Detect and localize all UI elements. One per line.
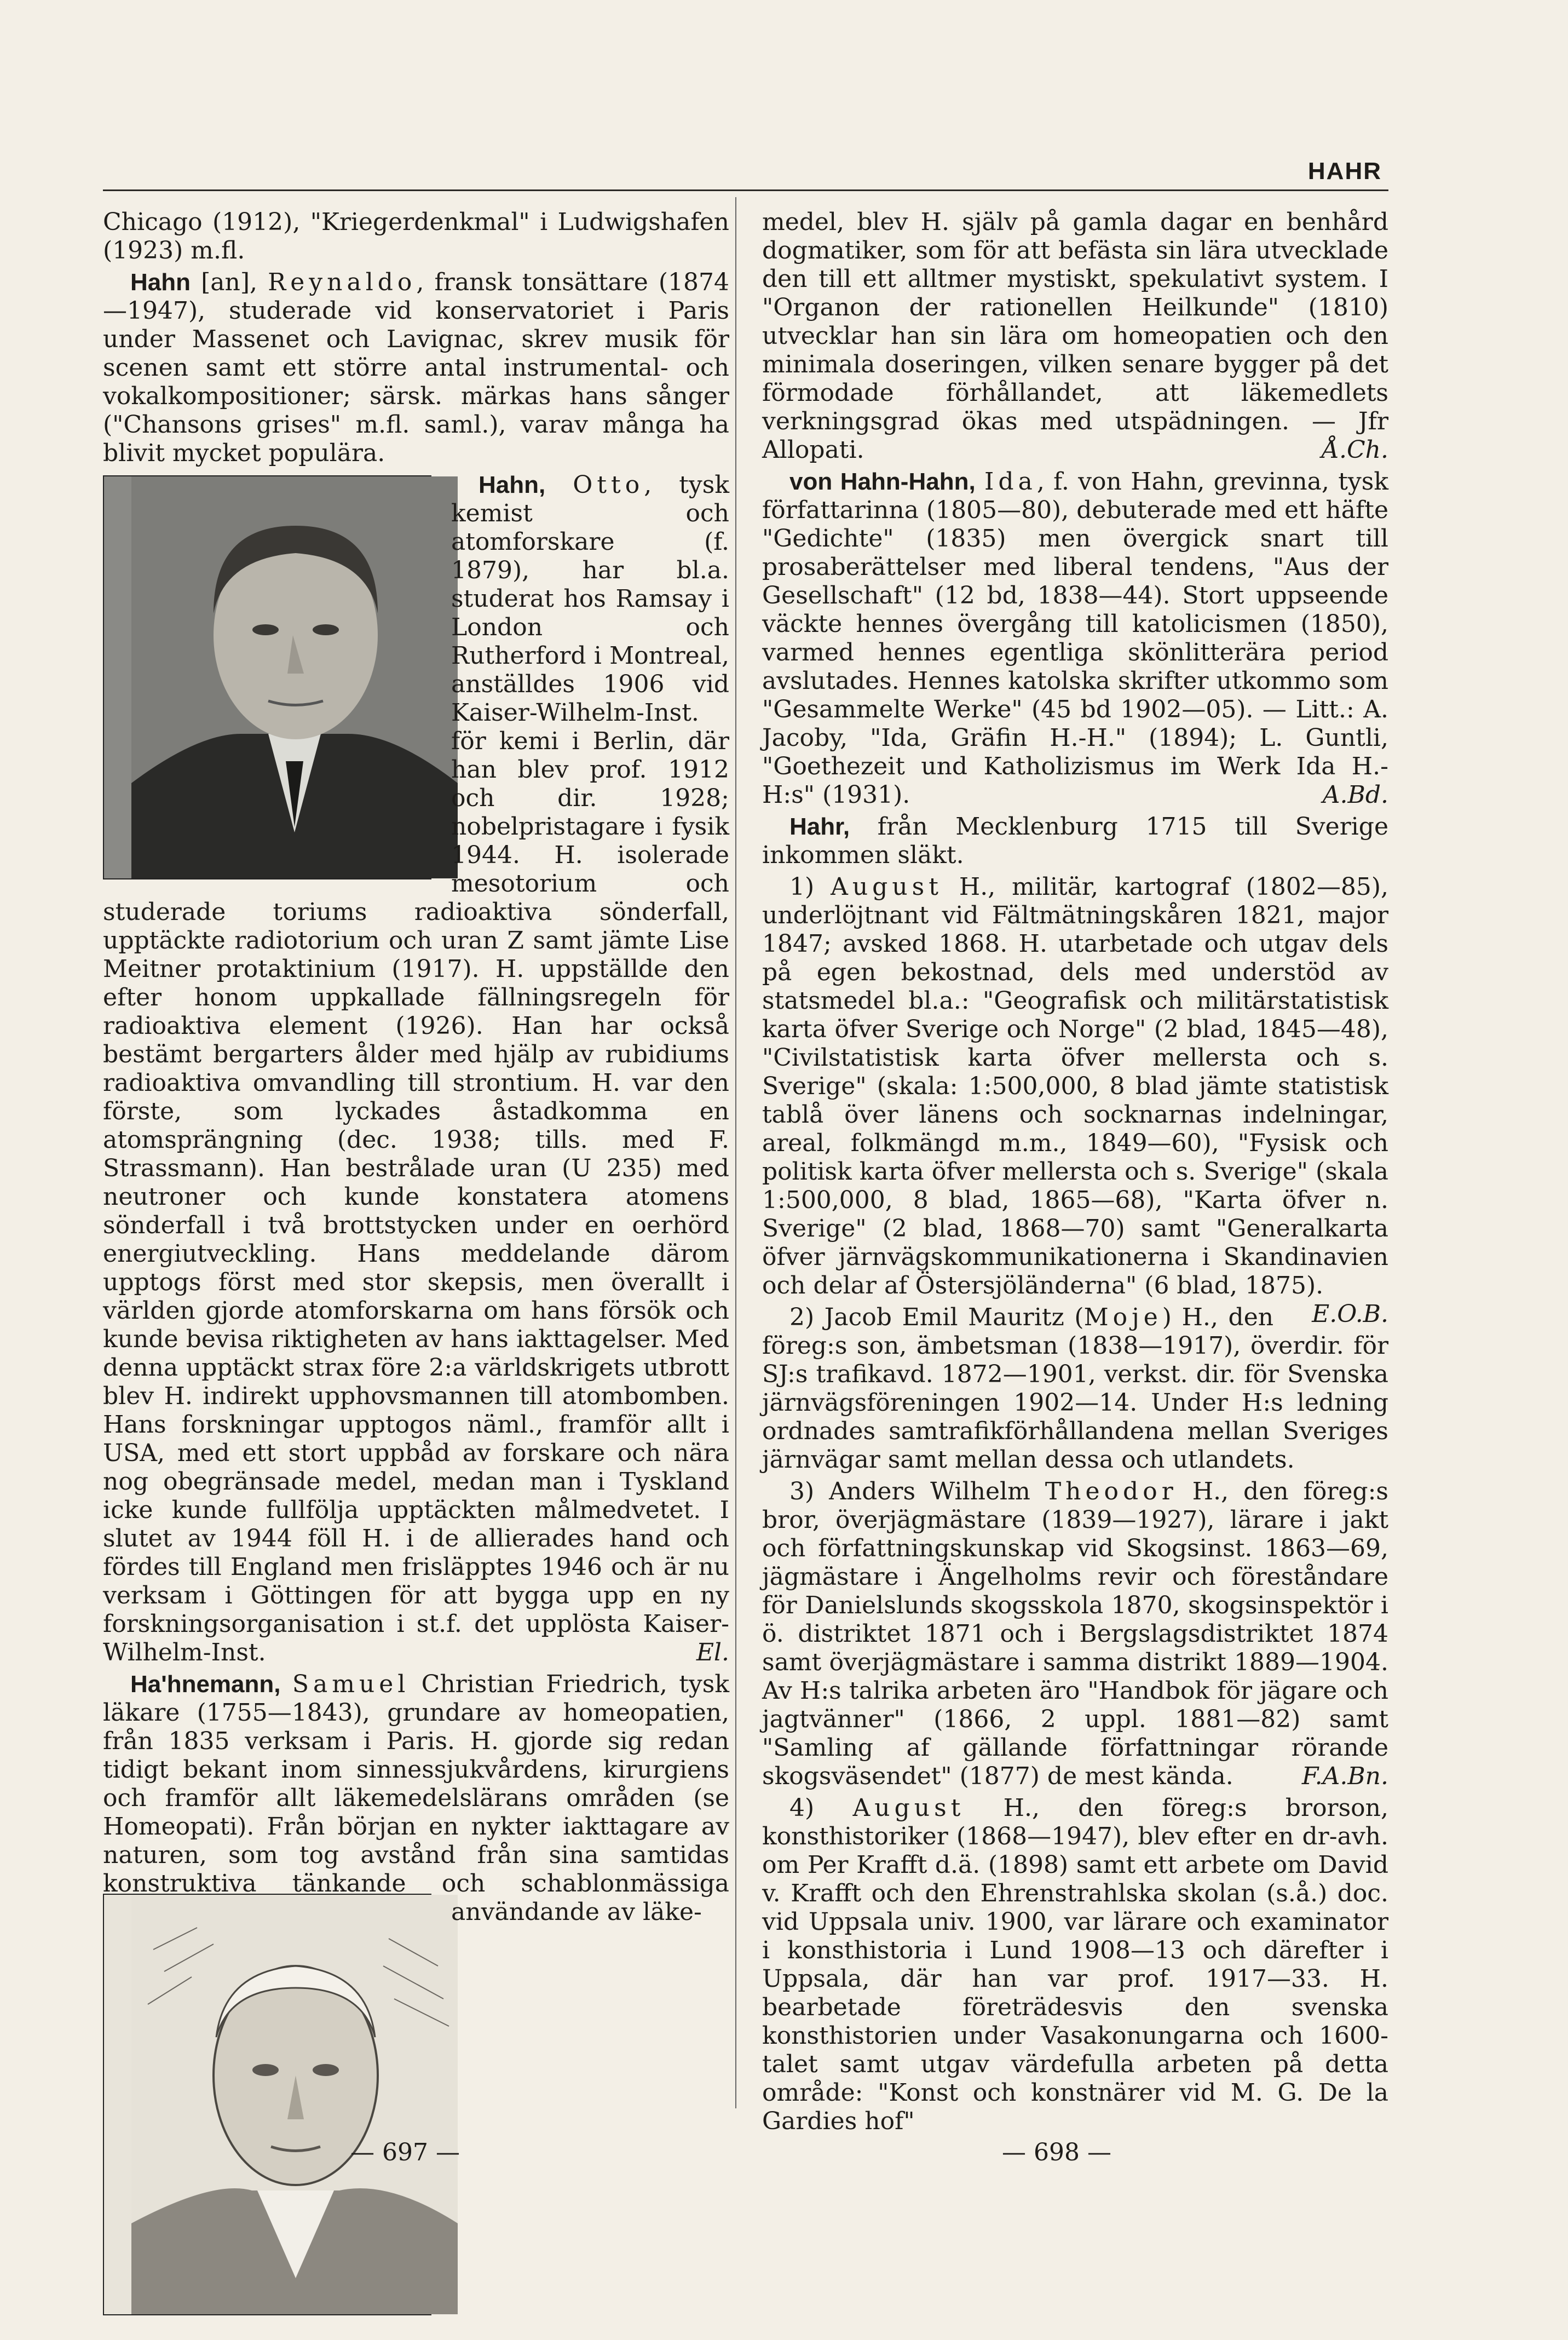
- given-name: Reynaldo: [268, 268, 417, 296]
- headword: Ha'hnemann,: [130, 1671, 281, 1698]
- right-column: [762, 208, 1388, 2135]
- entry-hahr-moje: 2) Jacob Emil Mauritz (Moje) H., den föreg:s son, ämbetsman (1838—1917), överdir. för SJ:s trafikavd. 1872—1901, verkst. dir. för Svenska järnvägsföreningen 1902—14. Under H:s ledning ordnades samtrafikförhållandena mellan Sveriges järnvägar samt mellan dessa och utlandets.: [762, 1303, 1388, 1474]
- headword: Hahn: [130, 269, 191, 296]
- given-name: Samuel: [292, 1670, 410, 1698]
- given-name: Theodor: [1045, 1477, 1178, 1505]
- entry-hahn-reynaldo: Hahn [an], Reynaldo, fransk tonsättare (1874—1947), studerade vid konservatoriet i Paris under Massenet och Lavignac, skrev musik för scenen samt ett större antal instrumental- och vokalkompositioner; särsk. märkas hans sånger ("Chansons grises" m.fl. saml.), varav många ha blivit mycket populära.: [103, 268, 729, 467]
- continuation-text: Chicago (1912), "Kriegerdenkmal" i Ludwigshafen (1923) m.fl.: [103, 208, 729, 265]
- given-name: Moje: [1083, 1303, 1162, 1331]
- author-signature: El.: [696, 1638, 729, 1666]
- portrait-hahnemann: [103, 1894, 431, 2315]
- left-column: [103, 208, 729, 2092]
- given-name: Otto: [573, 471, 644, 499]
- entry-hahr-theodor: 3) Anders Wilhelm Theodor H., den föreg:s bror, överjägmästare (1839—1927), lärare i jakt och författningskunskap vid Skogsinst. 1863—69, jägmästare i Ängelholms revir och föreståndare för Danielslunds skogsskola 1870, skogsinspektör i ö. distriktet 1871 och i Bergslagsdistriktet 1874 samt överjägmästare i samma distrikt 1889—1904. Av H:s talrika arbeten äro "Handbok för jägare och jagtvänner" (1866, 2 uppl. 1881—82) samt "Samling af gällande författningar rörande skogsväsendet" (1877) de mest kända. F.A.Bn.: [762, 1477, 1388, 1790]
- author-signature: E.O.B.: [1312, 1300, 1388, 1328]
- headword: Hahr,: [789, 813, 850, 840]
- headword: Hahn,: [479, 472, 546, 498]
- portrait-illustration: [131, 476, 458, 878]
- author-signature: Å.Ch.: [1322, 436, 1388, 464]
- author-signature: F.A.Bn.: [1301, 1762, 1388, 1790]
- entry-hahnemann: Ha'hnemann, Samuel Christian Friedrich, tysk läkare (1755—1843), grundare av homeopatien, från 1835 verksam i Paris. H. gjorde sig redan tidigt bekant inom sinnessjukvårdens, kirurgiens och framför allt läkemedelslärans områden (se Homeopati). Från början en nykter iakttagare av naturen, som tog avstånd från sina samtidas konstruktiva tänkande och schablonmässiga användande av läke-: [103, 1670, 729, 1927]
- entry-hahn-hahn-ida: von Hahn-Hahn, Ida, f. von Hahn, grevinna, tysk författarinna (1805—80), debuterade med ett häfte "Gedichte" (1835) men övergick snart till prosaberättelser med liberal tendens, "Aus der Gesellschaft" (12 bd, 1838—44). Stort uppseende väckte hennes övergång till katolicismen (1850), varmed hennes egentliga skönlitterära period avslutades. Hennes katolska skrifter utkommo som "Gesammelte Werke" (45 bd 1902—05). — Litt.: A. Jacoby, "Ida, Gräfin H.-H." (1894); L. Guntli, "Goethezeit und Katholizismus im Werk Ida H.-H:s" (1931). A.Bd.: [762, 468, 1388, 809]
- given-name: August: [831, 873, 943, 901]
- author-signature: A.Bd.: [1322, 781, 1388, 809]
- entry-hahr-august-1: 1) August H., militär, kartograf (1802—85), underlöjtnant vid Fältmätningskåren 1821, major 1847; avsked 1868. H. utarbetade och utgav dels på egen bekostnad, dels med understöd av statsmedel bl.a.: "Geografisk och militärstatistisk karta öfver Sverige och Norge" (2 blad, 1845—48), "Civilstatistisk karta öfver mellersta och s. Sverige" (skala: 1:500,000, 8 blad jämte statistisk tablå över länens och socknarnas indelningar, areal, folkmängd m.m., 1849—60), "Fysisk och politisk karta öfver mellersta och s. Sverige" (skala 1:500,000, 8 blad, 1865—68), "Karta öfver n. Sverige" (2 blad, 1868—70) samt "Generalkarta öfver järnvägskommunikationerna i Skandinavien och delar af Östersjöländerna" (6 blad, 1875). E.O.B.: [762, 873, 1388, 1328]
- given-name: August: [852, 1794, 965, 1822]
- engraving-illustration: [131, 1895, 458, 2314]
- page-number-left: — 697 —: [350, 2138, 460, 2166]
- header-rule: [103, 189, 1388, 191]
- given-name: Ida: [984, 468, 1037, 496]
- headword: von Hahn-Hahn,: [789, 468, 976, 495]
- continuation-text: medel, blev H. själv på gamla dagar en benhård dogmatiker, som för att befästa sin lära utvecklade den till ett alltmer mystiskt, spekulativt system. I "Organon der rationellen Heilkunde" (1810) utvecklar han sin lära om homeopatien och den minimala doseringen, vilken senare bygger på det förmodade förhållandet, att läkemedlets verkningsgrad ökas med utspädningen. — Jfr Allopati. Å.Ch.: [762, 208, 1388, 464]
- entry-hahr-august-4: 4) August H., den föreg:s brorson, konsthistoriker (1868—1947), blev efter en dr-avh. om Per Krafft d.ä. (1898) samt ett arbete om David v. Krafft och den Ehrenstrahlska skolan (s.å.) doc. vid Uppsala univ. 1900, var lärare och examinator i konsthistoria i Lund 1908—13 och därefter i Uppsala, där han var prof. 1917—33. H. bearbetade företrädesvis den svenska konsthistorien under Vasakonungarna och 1600-talet samt utgav värdefulla arbeten på detta område: "Konst och konstnärer vid M. G. De la Gardies hof": [762, 1794, 1388, 2135]
- running-head: HAHR: [1307, 158, 1382, 185]
- entry-hahn-otto: Hahn, Otto, tysk kemist och atomforskare (f. 1879), har bl.a. studerat hos Ramsay i London och Rutherford i Montreal, anställdes 1906 vid Kaiser-Wilhelm-Inst. för kemi i Berlin, där han blev prof. 1912 och dir. 1928; nobelpristagare i fysik 1944. H. isolerade mesotorium och studerade toriums radioaktiva sönderfall, upptäckte radiotorium och uran Z samt jämte Lise Meitner protaktinium (1917). H. uppställde den efter honom uppkallade fällningsregeln för radioaktiva element (1926). Han har också bestämt bergarters ålder med hjälp av rubidiums radioaktiva omvandling till strontium. H. var den förste, som lyckades åstadkomma en atomsprängning (dec. 1938; tills. med F. Strassmann). Han bestrålade uran (U 235) med neutroner och kunde konstatera atomens sönderfall i två brottstycken under en oerhörd energiutveckling. Hans meddelande därom upptogs först med stor skepsis, men överallt i världen gjorde atomforskarna om hans försök och kunde bevisa riktigheten av hans iakttagelser. Med denna upptäckt strax före 2:a världskrigets utbrott blev H. indirekt upphovsmannen till atombomben. Hans forskningar upptogos näml., framför allt i USA, med ett stort uppbåd av forskare och nära nog obegränsade medel, medan man i Tyskland icke kunde fullfölja upptäckten målmedvetet. I slutet av 1944 föll H. i de allierades hand och fördes till England men frisläpptes 1946 och är nu verksam i Göttingen för att bygga upp en ny forskningsorganisation i st.f. det upplösta Kaiser-Wilhelm-Inst. El.: [103, 471, 729, 1666]
- portrait-otto-hahn: [103, 475, 431, 879]
- entry-hahr-family: Hahr, från Mecklenburg 1715 till Sverige inkommen släkt.: [762, 813, 1388, 869]
- page-number-right: — 698 —: [1002, 2138, 1111, 2166]
- column-divider: [735, 197, 736, 2108]
